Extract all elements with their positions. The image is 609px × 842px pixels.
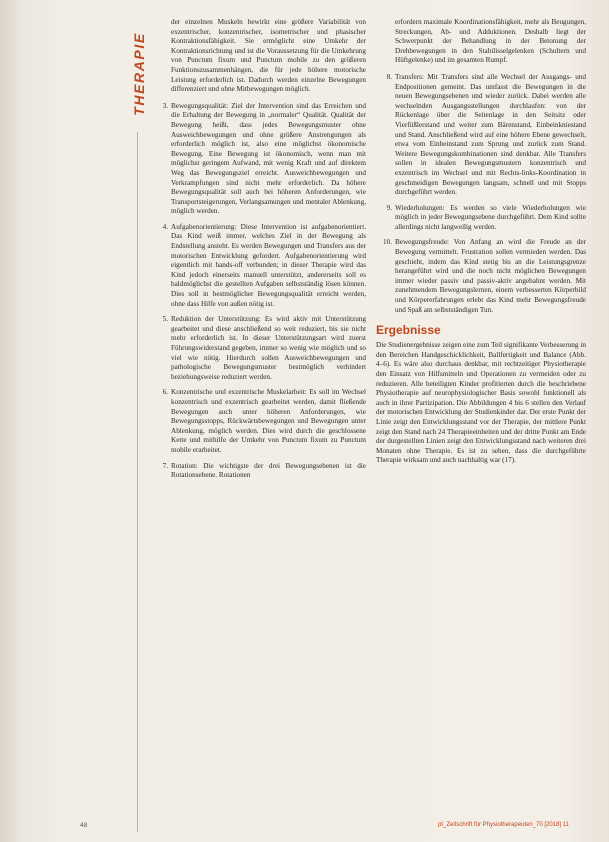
- list-item-number: 7.: [162, 461, 168, 470]
- list-item: [152, 388, 366, 455]
- side-label-text: THERAPIE: [131, 32, 147, 116]
- right-numbered-list: [376, 73, 586, 315]
- list-item-number: 4.: [162, 222, 168, 231]
- list-item-number: 8.: [386, 72, 392, 81]
- list-item-number: 10.: [383, 238, 392, 247]
- list-item-text: Rotation: Die wichtigste der drei Bewegungsebenen ist die Rotationsebene. Rotationen: [171, 461, 366, 480]
- list-item-text: Wiederholungen: Es werden so viele Wiederholungen wie möglich in jeder Bewegungsebene durchgeführt. Dem Kind sollte allerdings nicht langweilig werden.: [395, 203, 586, 231]
- side-divider-rule: [137, 132, 138, 832]
- list-item-number: 6.: [162, 388, 168, 397]
- left-intro-paragraph: der einzelnen Muskeln bewirkt eine größere Variabilität von exzentrischer, konzentrischer, isometrischer und phasischer Kontraktionsfähigkeit. Sie ermöglicht eine Umkehr der Kontraktionsrichtung und ist die Voraussetzung für die Umkehrung von Punctum fixum und Punctum mobile zu den größeren Funktionszusammenhängen, die für jede höhere motorische Leistung erforderlich ist. Dadurch werden einzelne Bewegungen differenziert und ohne Mitbewegungen möglich.: [171, 18, 366, 94]
- list-item-text: Bewegungsqualität: Ziel der Intervention sind das Erreichen und die Erhaltung der Bewegung in „normaler“ Qualität. Qualität der Bewegung heißt, dass jedes Bewegungsmuster ohne Ausweichbewegungen und ohne größere Anstrengungen als erforderlich möglich ist, also eine möglichst ökonomische Bewegung. Eine Bewegung ist ökonomisch, wenn man mit möglichst geringem Aufwand, mit wenig Kraft und auf direktem Weg das Bewegungsziel erreicht. Ausweichbewegungen und Verkrampfungen sind nicht mehr erforderlich. Da höhere Bewegungsqualität soll auch bei höheren Anforderungen, wie Transportsteigerungen, Verlangsamungen und mentaler Ablenkung, möglich werden.: [171, 101, 366, 216]
- left-column: [152, 18, 366, 487]
- journal-footer: pt_Zeitschrift für Physiotherapeuten_70 [2018] 11: [438, 822, 569, 828]
- list-item-number: 9.: [386, 203, 392, 212]
- section-heading: Ergebnisse: [376, 323, 441, 338]
- results-paragraph: Die Studienergebnisse zeigen eine zum Teil signifikante Verbesserung in den Bereichen Handgeschicklichkeit, Ballfertigkeit und Balance (Abb. 4–6). Es wäre also durchaus denkbar, mit rechtzeitiger Physiotherapie den Einsatz von Hilfsmitteln und Operationen zu vermeiden oder zu reduzieren. Alle beteiligten Kinder profitierten durch die beschriebene Physiotherapie auf neurophysiologischer Basis sowohl funktionell als auch in ihrer Partizipation. Die Abbildungen 4 bis 6 stellen den Verlauf der motorischen Entwicklung der Studienkinder dar. Der erste Punkt der Linie zeigt den Entwicklungsstand vor der Therapie, der mittlere Punkt zeigt den Stand nach 24 Therapieeinheiten und der dritte Punkt am Ende der durgestellten Linien zeigt den Entwicklungsstand nach weiteren drei Monaten ohne Therapie. Es ist zu sehen, dass die durchgeführte Therapie wirksam und auch nachhaltig war (17).: [376, 341, 586, 465]
- list-item-text: Reduktion der Unterstützung: Es wird aktiv mit Unterstützung gearbeitet und diese anschließend so weit reduziert, bis sie nicht mehr erforderlich ist. In dieser Unterstützungsart wird zuerst Führungswiderstand gegeben, immer so wenig wie möglich und so viel wie nötig. Hierdurch sollen Ausweichbewegungen und pathologische Bewegungsmuster bestmöglich verhindert beziehungsweise reduziert werden.: [171, 315, 366, 381]
- list-item-text: Aufgabenorientierung: Diese Intervention ist aufgabenorientiert. Das Kind weiß immer, welches Ziel in der Bewegung als Endstellung ansteht. Es werden Bewegungen und Transfers aus der motorischen Entwicklung gefordert. Aufgabenorientierung wird eigentlich mit hands-off verbunden; in dieser Therapie wird das Kind jedoch einerseits manuell unterstützt, andererseits soll es baldmöglichst die gestellten Aufgaben selbstständig lösen können. Dies soll in bestmöglicher Bewegungsqualität erreicht werden, ohne dass Hilfe von außen nötig ist.: [171, 222, 366, 308]
- list-item: [152, 315, 366, 382]
- list-item-number: 3.: [162, 101, 168, 110]
- list-item: [152, 102, 366, 217]
- list-item-text: Transfers: Mit Transfers sind alle Wechsel der Ausgangs- und Endpositionen gemeint. Das umfasst die Bewegungen in die neuen Bewegungsebenen und wieder zurück. Dabei werden alle wechselnden Ausgangsstellungen durchlaufen: von der Rückenlage über die Seitenlage in den Seitsitz oder Vierfüßlerstand und weiter zum Bärenstand, Einbeinkniestand und Stand. Anschließend wird auf eine höhere Ebene gewechselt, etwa vom Einbeinstand zum Sprung und zurück zum Stand. Weitere Bewegungskombinationen sind denkbar. Alle Transfers sollen in idealen Bewegungsmustern konzentrisch und exzentrisch im Wechsel und mit Rechts-links-Koordination in geschmeidigen Bewegungen langsam, schnell und mit Stopps durchgeführt werden.: [395, 72, 586, 197]
- list-item: [152, 462, 366, 481]
- list-item-text: Bewegungsfreude: Von Anfang an wird die Freude an der Bewegung vermittelt. Frustration sollen vermieden werden. Das geschieht, indem das Kind stetig bis an die Leistungsgrenze herangeführt wird und die noch nicht möglichen Bewegungen immer wieder passiv und passiv-aktiv angebahnt werden. Mit zunehmendem Bewegungslernen, einem verbesserten Körperbild und Körpererfahrungen erlebt das Kind mehr Bewegungsfreude und Spaß am selbstständigen Tun.: [395, 238, 586, 314]
- list-item-number: 5.: [162, 315, 168, 324]
- right-column: [376, 18, 586, 466]
- list-item-text: Konzentrische und exzentrische Muskelarbeit: Es soll im Wechsel konzentrisch und exzentrisch gearbeitet werden, damit fließende Bewegungen auch unter höheren Anforderungen, wie Bewegungsstopps, Rückwärtsbewegungen und Bewegungen unter Ablenkung, möglich werden. Dies wird durch die geschlossene Kette und mithilfe der Umkehr von Punctum fixum zu Punctum mobile erarbeitet.: [171, 388, 366, 454]
- left-numbered-list: [152, 102, 366, 481]
- list-item: [376, 238, 586, 315]
- page-number: 48: [80, 822, 88, 829]
- section-side-label: [128, 20, 146, 130]
- list-item: [376, 204, 586, 233]
- list-item: [376, 73, 586, 198]
- right-intro-paragraph: erfordern maximale Koordinationsfähigkeit, mehr als Beugungen, Streckungen, Ab- und Adduktionen. Deshalb liegt der Schwerpunkt der Behandlung in der Betonung der Drehbewegungen in den Stabilisselgelenken (Schultern und Hüftgelenke) und im gesamten Rumpf.: [395, 18, 586, 65]
- list-item: [152, 223, 366, 309]
